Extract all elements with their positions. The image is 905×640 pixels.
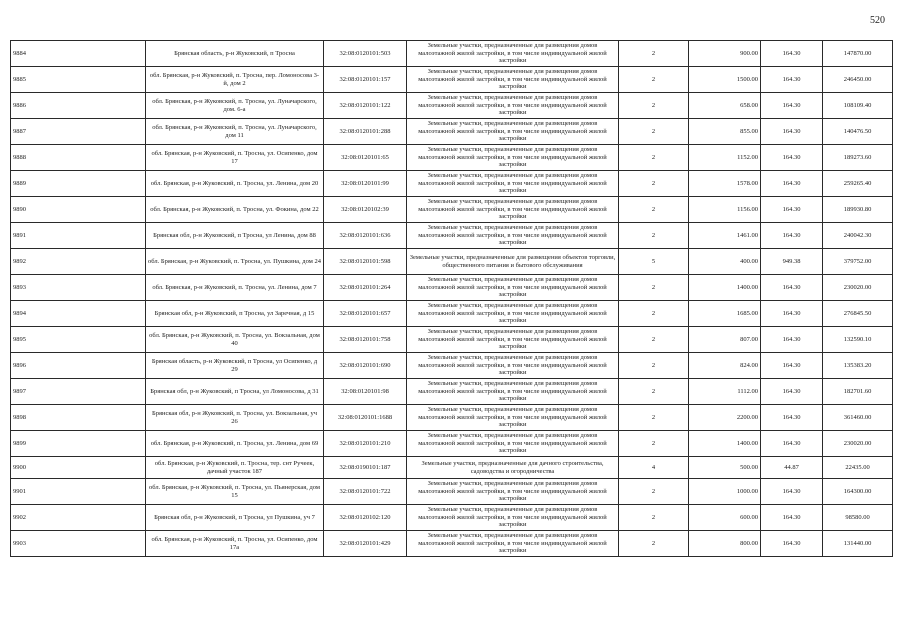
specific-value-cell: 164.30 <box>761 93 823 119</box>
cadastral-number-cell: 32:08:0120102:120 <box>324 505 407 531</box>
table-body <box>11 41 893 557</box>
cadastral-value-cell: 379752.00 <box>823 249 893 275</box>
cadastral-number-cell: 32:08:0120101:157 <box>324 67 407 93</box>
permitted-use-cell: Земельные участки, предназначенные для размещения домов малоэтажной жилой застройки, в том числе индивидуальной жилой застройки <box>407 353 619 379</box>
permitted-use-cell: Земельные участки, предназначенные для размещения домов малоэтажной жилой застройки, в том числе индивидуальной жилой застройки <box>407 223 619 249</box>
table-row <box>11 67 893 93</box>
address-cell: Брянская обл, р-н Жуковский, п Тросна, ул Пушкина, уч 7 <box>146 505 324 531</box>
use-category-cell: 2 <box>619 145 689 171</box>
address-cell: Брянская область, р-н Жуковский, п Тросна <box>146 41 324 67</box>
land-registry-table <box>10 40 893 557</box>
address-cell: обл. Брянская, р-н Жуковский, п. Тросна, ул. Фокина, дом 22 <box>146 197 324 223</box>
table-row <box>11 275 893 301</box>
cadastral-value-cell: 108109.40 <box>823 93 893 119</box>
cadastral-number-cell: 32:08:0120101:503 <box>324 41 407 67</box>
specific-value-cell: 164.30 <box>761 275 823 301</box>
address-cell: обл. Брянская, р-н Жуковский, п. Тросна, ул. Осипенко, дом 17 <box>146 145 324 171</box>
address-cell: Брянская обл, р-н Жуковский, п Тросна, ул Заречная, д 15 <box>146 301 324 327</box>
table-row <box>11 197 893 223</box>
cadastral-value-cell: 182701.60 <box>823 379 893 405</box>
table-row <box>11 457 893 479</box>
table-row <box>11 41 893 67</box>
table-row <box>11 431 893 457</box>
use-category-cell: 2 <box>619 275 689 301</box>
permitted-use-cell: Земельные участки, предназначенные для размещения домов малоэтажной жилой застройки, в том числе индивидуальной жилой застройки <box>407 327 619 353</box>
specific-value-cell: 164.30 <box>761 353 823 379</box>
specific-value-cell: 164.30 <box>761 67 823 93</box>
cadastral-number-cell: 32:08:0120102:39 <box>324 197 407 223</box>
area-cell: 1152.00 <box>689 145 761 171</box>
cadastral-number-cell: 32:08:0120101:758 <box>324 327 407 353</box>
cadastral-number-cell: 32:08:0120101:288 <box>324 119 407 145</box>
specific-value-cell: 164.30 <box>761 327 823 353</box>
use-category-cell: 2 <box>619 93 689 119</box>
permitted-use-cell: Земельные участки, предназначенные для размещения домов малоэтажной жилой застройки, в том числе индивидуальной жилой застройки <box>407 531 619 557</box>
specific-value-cell: 164.30 <box>761 41 823 67</box>
cadastral-number-cell: 32:08:0120101:65 <box>324 145 407 171</box>
address-cell: обл. Брянская, р-н Жуковский, п. Тросна, тер. снт Ручеек, дачный участок 187 <box>146 457 324 479</box>
address-cell: Брянская обл, р-н Жуковский, п. Тросна, ул. Вокзальная, уч 26 <box>146 405 324 431</box>
table-row <box>11 379 893 405</box>
cadastral-value-cell: 259265.40 <box>823 171 893 197</box>
address-cell: обл. Брянская, р-н Жуковский, п. Тросна, ул. Вокзальная, дом 40 <box>146 327 324 353</box>
area-cell: 1156.00 <box>689 197 761 223</box>
specific-value-cell: 164.30 <box>761 479 823 505</box>
row-number-cell: 9903 <box>11 531 146 557</box>
cadastral-value-cell: 135383.20 <box>823 353 893 379</box>
permitted-use-cell: Земельные участки, предназначенные для размещения объектов торговли, общественного питания и бытового обслуживания <box>407 249 619 275</box>
area-cell: 400.00 <box>689 249 761 275</box>
table-row <box>11 301 893 327</box>
specific-value-cell: 164.30 <box>761 301 823 327</box>
cadastral-value-cell: 230020.00 <box>823 431 893 457</box>
use-category-cell: 2 <box>619 353 689 379</box>
cadastral-value-cell: 276845.50 <box>823 301 893 327</box>
table-row <box>11 327 893 353</box>
cadastral-number-cell: 32:08:0120101:598 <box>324 249 407 275</box>
area-cell: 800.00 <box>689 531 761 557</box>
specific-value-cell: 164.30 <box>761 531 823 557</box>
cadastral-number-cell: 32:08:0120101:264 <box>324 275 407 301</box>
area-cell: 855.00 <box>689 119 761 145</box>
row-number-cell: 9901 <box>11 479 146 505</box>
permitted-use-cell: Земельные участки, предназначенные для размещения домов малоэтажной жилой застройки, в том числе индивидуальной жилой застройки <box>407 67 619 93</box>
table-row <box>11 171 893 197</box>
cadastral-value-cell: 164300.00 <box>823 479 893 505</box>
row-number-cell: 9898 <box>11 405 146 431</box>
use-category-cell: 2 <box>619 41 689 67</box>
specific-value-cell: 164.30 <box>761 223 823 249</box>
address-cell: обл. Брянская, р-н Жуковский, п. Тросна, ул. Осипенко, дом 17а <box>146 531 324 557</box>
permitted-use-cell: Земельные участки, предназначенные для дачного строительства, садоводства и огородничества <box>407 457 619 479</box>
cadastral-number-cell: 32:08:0120101:429 <box>324 531 407 557</box>
table-row <box>11 531 893 557</box>
area-cell: 1400.00 <box>689 275 761 301</box>
use-category-cell: 2 <box>619 197 689 223</box>
use-category-cell: 2 <box>619 531 689 557</box>
use-category-cell: 2 <box>619 479 689 505</box>
cadastral-value-cell: 98580.00 <box>823 505 893 531</box>
address-cell: обл. Брянская, р-н Жуковский, п. Тросна, ул. Луначарского, дом. 6-а <box>146 93 324 119</box>
row-number-cell: 9890 <box>11 197 146 223</box>
permitted-use-cell: Земельные участки, предназначенные для размещения домов малоэтажной жилой застройки, в том числе индивидуальной жилой застройки <box>407 119 619 145</box>
address-cell: Брянская область, р-н Жуковский, п Тросна, ул Осипенко, д 29 <box>146 353 324 379</box>
use-category-cell: 2 <box>619 223 689 249</box>
cadastral-number-cell: 32:08:0120101:722 <box>324 479 407 505</box>
permitted-use-cell: Земельные участки, предназначенные для размещения домов малоэтажной жилой застройки, в том числе индивидуальной жилой застройки <box>407 197 619 223</box>
table-row <box>11 93 893 119</box>
area-cell: 1500.00 <box>689 67 761 93</box>
specific-value-cell: 164.30 <box>761 197 823 223</box>
use-category-cell: 2 <box>619 119 689 145</box>
table-row <box>11 223 893 249</box>
address-cell: обл. Брянская, р-н Жуковский, п. Тросна, ул. Ленина, дом 7 <box>146 275 324 301</box>
row-number-cell: 9897 <box>11 379 146 405</box>
row-number-cell: 9900 <box>11 457 146 479</box>
area-cell: 2200.00 <box>689 405 761 431</box>
permitted-use-cell: Земельные участки, предназначенные для размещения домов малоэтажной жилой застройки, в том числе индивидуальной жилой застройки <box>407 379 619 405</box>
permitted-use-cell: Земельные участки, предназначенные для размещения домов малоэтажной жилой застройки, в том числе индивидуальной жилой застройки <box>407 171 619 197</box>
address-cell: Брянская обл, р-н Жуковский, п Тросна, ул Ленина, дом 88 <box>146 223 324 249</box>
row-number-cell: 9892 <box>11 249 146 275</box>
permitted-use-cell: Земельные участки, предназначенные для размещения домов малоэтажной жилой застройки, в том числе индивидуальной жилой застройки <box>407 405 619 431</box>
address-cell: обл. Брянская, р-н Жуковский, п. Тросна, ул. Луначарского, дом 11 <box>146 119 324 145</box>
row-number-cell: 9891 <box>11 223 146 249</box>
address-cell: обл. Брянская, р-н Жуковский, п. Тросна, ул. Пьянерская, дом 15 <box>146 479 324 505</box>
specific-value-cell: 164.30 <box>761 379 823 405</box>
row-number-cell: 9894 <box>11 301 146 327</box>
area-cell: 658.00 <box>689 93 761 119</box>
use-category-cell: 2 <box>619 379 689 405</box>
address-cell: обл. Брянская, р-н Жуковский, п. Тросна, пер. Ломоносова 3-й, дом 2 <box>146 67 324 93</box>
cadastral-value-cell: 189273.60 <box>823 145 893 171</box>
row-number-cell: 9887 <box>11 119 146 145</box>
use-category-cell: 5 <box>619 249 689 275</box>
cadastral-number-cell: 32:08:0120101:99 <box>324 171 407 197</box>
row-number-cell: 9884 <box>11 41 146 67</box>
cadastral-value-cell: 140476.50 <box>823 119 893 145</box>
address-cell: обл. Брянская, р-н Жуковский, п. Тросна, ул. Пушкина, дом 24 <box>146 249 324 275</box>
area-cell: 600.00 <box>689 505 761 531</box>
cadastral-number-cell: 32:08:0120101:210 <box>324 431 407 457</box>
specific-value-cell: 164.30 <box>761 171 823 197</box>
cadastral-number-cell: 32:08:0120101:122 <box>324 93 407 119</box>
address-cell: обл. Брянская, р-н Жуковский, п. Тросна, ул. Ленина, дом 69 <box>146 431 324 457</box>
cadastral-value-cell: 147870.00 <box>823 41 893 67</box>
area-cell: 500.00 <box>689 457 761 479</box>
area-cell: 807.00 <box>689 327 761 353</box>
cadastral-number-cell: 32:08:0190101:187 <box>324 457 407 479</box>
table-row <box>11 145 893 171</box>
cadastral-value-cell: 230020.00 <box>823 275 893 301</box>
specific-value-cell: 44.87 <box>761 457 823 479</box>
area-cell: 1461.00 <box>689 223 761 249</box>
use-category-cell: 2 <box>619 67 689 93</box>
address-cell: Брянская обл, р-н Жуковский, п Тросна, ул Ломоносова, д 31 <box>146 379 324 405</box>
row-number-cell: 9896 <box>11 353 146 379</box>
row-number-cell: 9886 <box>11 93 146 119</box>
row-number-cell: 9889 <box>11 171 146 197</box>
table-row <box>11 249 893 275</box>
specific-value-cell: 164.30 <box>761 505 823 531</box>
permitted-use-cell: Земельные участки, предназначенные для размещения домов малоэтажной жилой застройки, в том числе индивидуальной жилой застройки <box>407 301 619 327</box>
cadastral-value-cell: 22435.00 <box>823 457 893 479</box>
cadastral-value-cell: 189930.80 <box>823 197 893 223</box>
specific-value-cell: 164.30 <box>761 431 823 457</box>
specific-value-cell: 164.30 <box>761 145 823 171</box>
cadastral-number-cell: 32:08:0120101:690 <box>324 353 407 379</box>
permitted-use-cell: Земельные участки, предназначенные для размещения домов малоэтажной жилой застройки, в том числе индивидуальной жилой застройки <box>407 479 619 505</box>
cadastral-number-cell: 32:08:0120101:657 <box>324 301 407 327</box>
use-category-cell: 2 <box>619 505 689 531</box>
use-category-cell: 2 <box>619 405 689 431</box>
table-row <box>11 353 893 379</box>
permitted-use-cell: Земельные участки, предназначенные для размещения домов малоэтажной жилой застройки, в том числе индивидуальной жилой застройки <box>407 275 619 301</box>
cadastral-value-cell: 132590.10 <box>823 327 893 353</box>
use-category-cell: 2 <box>619 327 689 353</box>
permitted-use-cell: Земельные участки, предназначенные для размещения домов малоэтажной жилой застройки, в том числе индивидуальной жилой застройки <box>407 93 619 119</box>
area-cell: 1685.00 <box>689 301 761 327</box>
permitted-use-cell: Земельные участки, предназначенные для размещения домов малоэтажной жилой застройки, в том числе индивидуальной жилой застройки <box>407 145 619 171</box>
row-number-cell: 9902 <box>11 505 146 531</box>
area-cell: 1400.00 <box>689 431 761 457</box>
table-row <box>11 505 893 531</box>
area-cell: 900.00 <box>689 41 761 67</box>
area-cell: 1112.00 <box>689 379 761 405</box>
row-number-cell: 9888 <box>11 145 146 171</box>
page-number: 520 <box>870 15 885 26</box>
area-cell: 1578.00 <box>689 171 761 197</box>
cadastral-number-cell: 32:08:0120101:636 <box>324 223 407 249</box>
cadastral-number-cell: 32:08:0120101:98 <box>324 379 407 405</box>
row-number-cell: 9899 <box>11 431 146 457</box>
cadastral-value-cell: 246450.00 <box>823 67 893 93</box>
use-category-cell: 4 <box>619 457 689 479</box>
cadastral-value-cell: 361460.00 <box>823 405 893 431</box>
address-cell: обл. Брянская, р-н Жуковский, п. Тросна, ул. Ленина, дом 20 <box>146 171 324 197</box>
table-row <box>11 119 893 145</box>
specific-value-cell: 164.30 <box>761 405 823 431</box>
specific-value-cell: 949.38 <box>761 249 823 275</box>
permitted-use-cell: Земельные участки, предназначенные для размещения домов малоэтажной жилой застройки, в том числе индивидуальной жилой застройки <box>407 431 619 457</box>
cadastral-number-cell: 32:08:0120101:1688 <box>324 405 407 431</box>
row-number-cell: 9893 <box>11 275 146 301</box>
table-row <box>11 479 893 505</box>
use-category-cell: 2 <box>619 171 689 197</box>
use-category-cell: 2 <box>619 301 689 327</box>
area-cell: 1000.00 <box>689 479 761 505</box>
cadastral-value-cell: 131440.00 <box>823 531 893 557</box>
row-number-cell: 9885 <box>11 67 146 93</box>
table-row <box>11 405 893 431</box>
area-cell: 824.00 <box>689 353 761 379</box>
permitted-use-cell: Земельные участки, предназначенные для размещения домов малоэтажной жилой застройки, в том числе индивидуальной жилой застройки <box>407 505 619 531</box>
row-number-cell: 9895 <box>11 327 146 353</box>
specific-value-cell: 164.30 <box>761 119 823 145</box>
use-category-cell: 2 <box>619 431 689 457</box>
permitted-use-cell: Земельные участки, предназначенные для размещения домов малоэтажной жилой застройки, в том числе индивидуальной жилой застройки <box>407 41 619 67</box>
cadastral-value-cell: 240042.30 <box>823 223 893 249</box>
